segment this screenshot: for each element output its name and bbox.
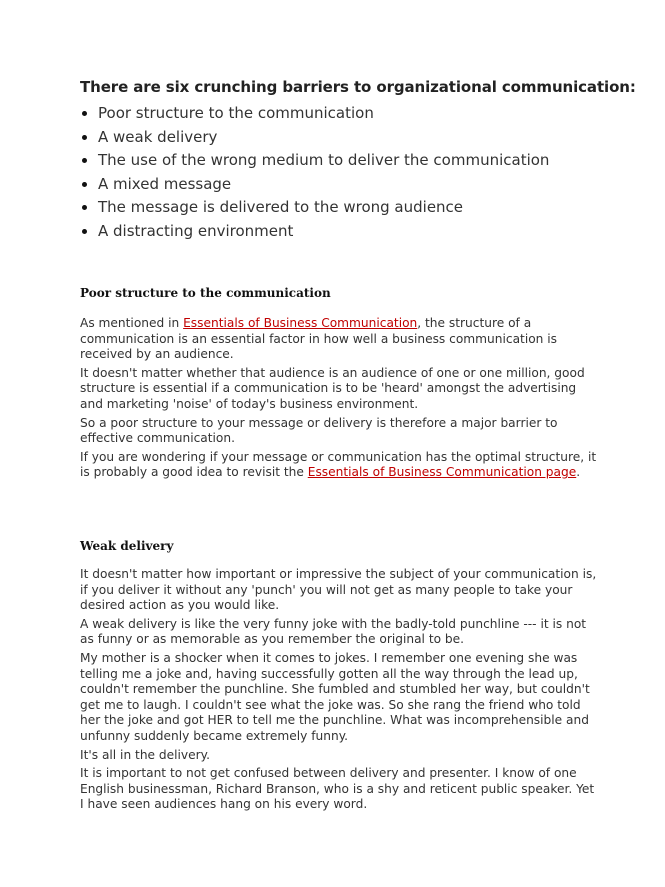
list-item — [80, 149, 640, 173]
list-item — [80, 196, 640, 220]
bullet-icon — [82, 229, 87, 234]
paragraph — [80, 316, 600, 363]
paragraph: A weak delivery is like the very funny joke with the badly-told punchline --- it is not as funny or as memorable as you remember the original to be. — [80, 616, 587, 647]
paragraph: It doesn't matter how important or impressive the subject of your communication is, if you deliver it without any 'punch' you will not get as many people to take your desired action as you would like. — [80, 567, 597, 613]
list-item-text: A mixed message — [98, 174, 232, 193]
list-item — [80, 173, 640, 197]
section-heading-poor-structure: Poor structure to the communication — [80, 286, 331, 300]
paragraph: It doesn't matter whether that audience is an audience of one or one million, good structure is essential if a communication is to be 'heard' amongst the advertising and marketing 'noise' of today's business environment. — [80, 365, 585, 411]
list-item — [80, 126, 640, 150]
bullet-icon — [82, 111, 87, 116]
paragraph: It is important to not get confused between delivery and presenter. I know of one English businessman, Richard Branson, who is a shy and reticent public speaker. Yet I have seen audiences hang on his every word. — [80, 766, 595, 812]
paragraph: So a poor structure to your message or delivery is therefore a major barrier to effective communication. — [80, 415, 558, 446]
essentials-link[interactable]: Essentials of Business Communication — [183, 316, 418, 330]
paragraph — [80, 450, 600, 481]
paragraph-text: As mentioned in — [80, 316, 184, 330]
bullet-icon — [82, 205, 87, 210]
bullet-icon — [82, 158, 87, 163]
list-item-text: The use of the wrong medium to deliver the communication — [98, 151, 550, 169]
section-body-poor-structure — [80, 316, 600, 484]
list-item — [80, 102, 640, 126]
paragraph-text: . — [576, 465, 581, 480]
list-item-text: Poor structure to the communication — [98, 104, 374, 122]
list-item-text: A distracting environment — [98, 221, 294, 240]
paragraph-text: If you are wondering if your message or communication has the optimal structure, it is probably a good idea to revisit the — [80, 449, 597, 480]
section-heading-weak-delivery: Weak delivery — [80, 539, 174, 553]
list-item — [80, 220, 640, 244]
intro-section — [80, 78, 640, 243]
list-item-text: A weak delivery — [98, 127, 218, 146]
list-item-text: The message is delivered to the wrong audience — [98, 198, 464, 216]
paragraph: My mother is a shocker when it comes to jokes. I remember one evening she was telling me a joke and, having successfully gotten all the way through the lead up, couldn't remember the punchline. She fumbled and stumbled her way, but couldn't get me to laugh. I couldn't see what the joke was. So she rang the friend who told her the joke and got HER to tell me the punchline. What was incomprehensible and unfunny suddenly became extremely funny. — [80, 650, 590, 743]
paragraph-text: , the structure of a communication is an essential factor in how well a business communication is received by an audience. — [80, 316, 558, 362]
section-body-weak-delivery — [80, 567, 600, 816]
paragraph: It's all in the delivery. — [80, 747, 210, 762]
bullet-icon — [82, 182, 87, 187]
intro-heading: There are six crunching barriers to organizational communication: — [80, 78, 636, 96]
barriers-list — [80, 102, 640, 243]
bullet-icon — [82, 135, 87, 140]
essentials-page-link[interactable]: Essentials of Business Communication page — [307, 465, 577, 480]
